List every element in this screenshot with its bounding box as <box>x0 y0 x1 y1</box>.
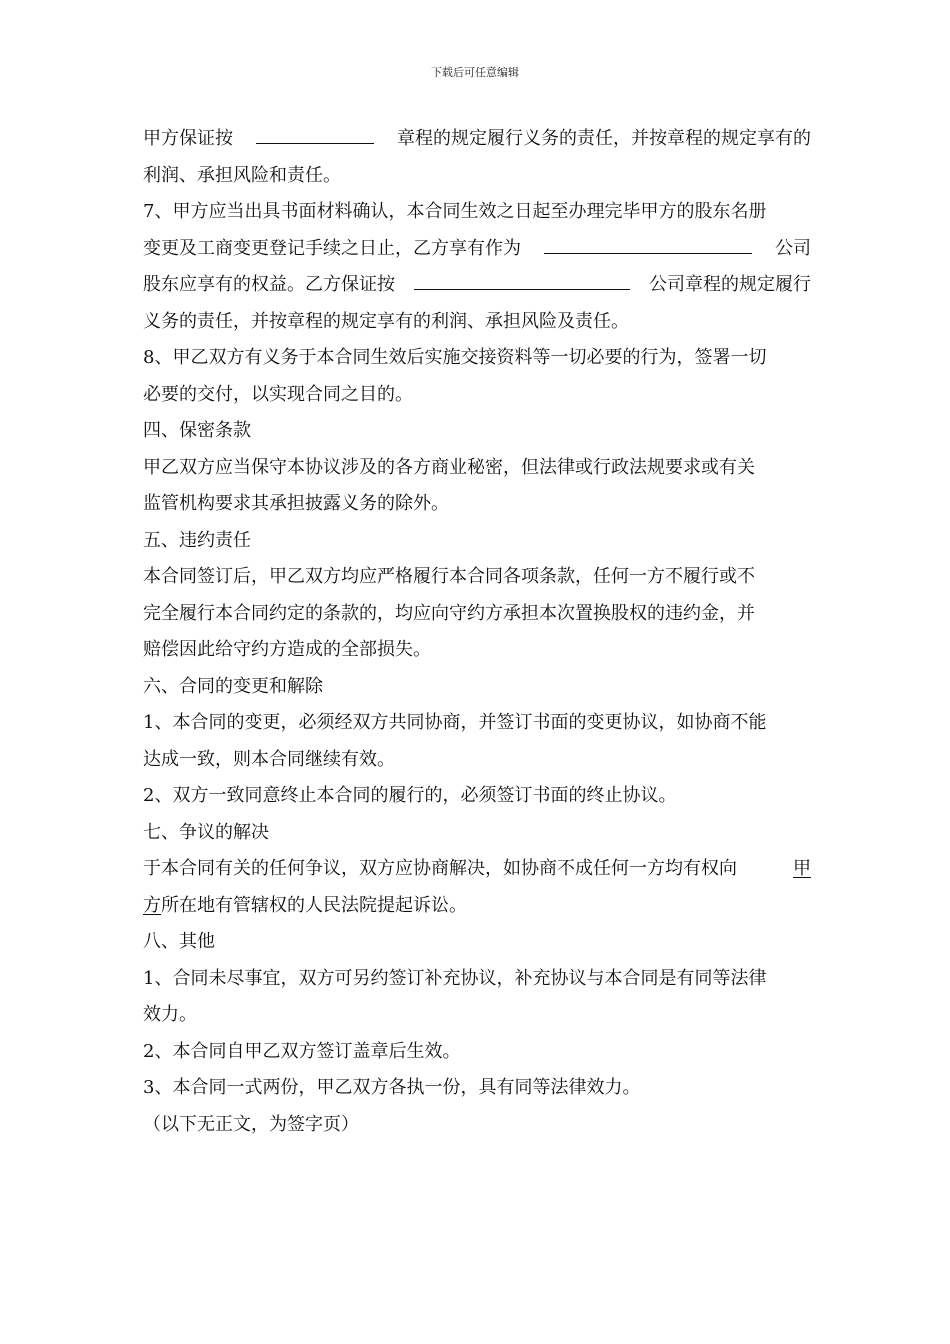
closing-note: （以下无正文，为签字页） <box>143 1113 359 1135</box>
paragraph-line: 2、本合同自甲乙双方签订盖章后生效。 <box>143 1040 461 1062</box>
paragraph-line: 7、甲方应当出具书面材料确认，本合同生效之日起至办理完毕甲方的股东名册 <box>143 201 767 222</box>
section-heading: 五、违约责任 <box>143 529 251 551</box>
text-segment: 甲方保证按 <box>143 128 233 149</box>
fill-in-blank[interactable] <box>544 231 752 254</box>
paragraph-line <box>143 231 811 268</box>
paragraph-line: 2、双方一致同意终止本合同的履行的，必须签订书面的终止协议。 <box>143 785 677 806</box>
paragraph-line <box>143 267 811 304</box>
text-segment: 公司 <box>775 237 811 259</box>
text-segment: 所在地有管辖权的人民法院提起诉讼。 <box>161 894 467 916</box>
paragraph-line <box>143 121 811 158</box>
paragraph-line: 义务的责任，并按章程的规定享有的利润、承担风险及责任。 <box>143 310 629 332</box>
section-heading: 八、其他 <box>143 931 215 952</box>
paragraph-line: 8、甲乙双方有义务于本合同生效后实施交接资料等一切必要的行为，签署一切 <box>143 347 767 368</box>
paragraph-line: 本合同签订后，甲乙双方均应严格履行本合同各项条款，任何一方不履行或不 <box>143 566 755 587</box>
section-heading: 四、保密条款 <box>143 420 251 441</box>
section-heading: 七、争议的解决 <box>143 821 269 843</box>
paragraph-line: 效力。 <box>143 1004 197 1025</box>
paragraph-line: 必要的交付，以实现合同之目的。 <box>143 383 413 405</box>
paragraph-line: 3、本合同一式两份，甲乙双方各执一份，具有同等法律效力。 <box>143 1077 641 1098</box>
paragraph-line <box>143 851 811 888</box>
paragraph-line: 完全履行本合同约定的条款的，均应向守约方承担本次置换股权的违约金，并 <box>143 602 755 624</box>
paragraph-line: 监管机构要求其承担披露义务的除外。 <box>143 493 449 514</box>
page-header-watermark: 下载后可任意编辑 <box>431 66 519 79</box>
paragraph-line <box>143 888 811 925</box>
underlined-party: 方 <box>143 894 161 916</box>
paragraph-line: 达成一致，则本合同继续有效。 <box>143 748 395 770</box>
paragraph-line: 甲乙双方应当保守本协议涉及的各方商业秘密，但法律或行政法规要求或有关 <box>143 456 755 478</box>
fill-in-blank[interactable] <box>256 121 374 144</box>
paragraph-line: 1、本合同的变更，必须经双方共同协商，并签订书面的变更协议，如协商不能 <box>143 712 767 733</box>
underlined-party: 甲 <box>793 858 811 879</box>
text-segment: 于本合同有关的任何争议，双方应协商解决，如协商不成任何一方均有权向 <box>143 858 737 879</box>
text-segment: 章程的规定履行义务的责任，并按章程的规定享有的 <box>397 128 811 149</box>
text-segment: 变更及工商变更登记手续之日止，乙方享有作为 <box>143 237 521 259</box>
paragraph-line: 赔偿因此给守约方造成的全部损失。 <box>143 639 431 660</box>
text-segment: 公司章程的规定履行 <box>649 274 811 295</box>
paragraph-line: 1、合同未尽事宜，双方可另约签订补充协议，补充协议与本合同是有同等法律 <box>143 967 767 989</box>
contract-body <box>143 121 811 1143</box>
fill-in-blank[interactable] <box>414 267 630 290</box>
text-segment: 股东应享有的权益。乙方保证按 <box>143 274 395 295</box>
section-heading: 六、合同的变更和解除 <box>143 675 323 697</box>
paragraph-line: 利润、承担风险和责任。 <box>143 164 341 186</box>
